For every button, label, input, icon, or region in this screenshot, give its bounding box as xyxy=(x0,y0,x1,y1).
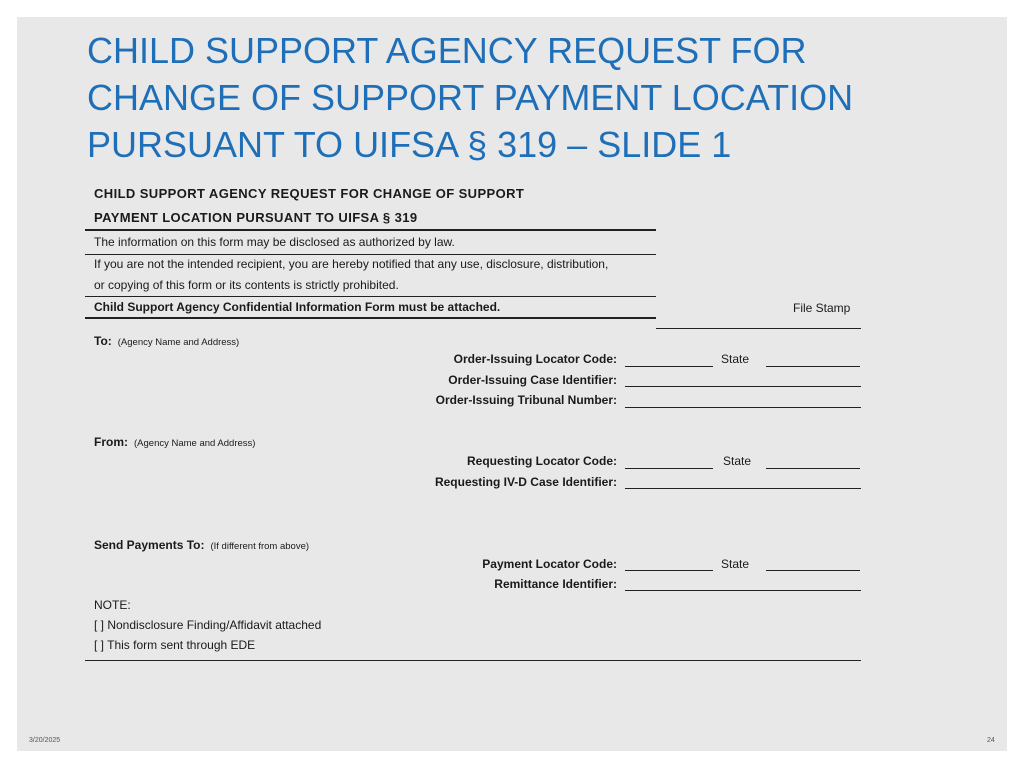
send-state-label: State xyxy=(721,557,750,571)
note-label: NOTE: xyxy=(94,598,131,612)
requesting-ivd-case-identifier-field[interactable] xyxy=(625,488,861,489)
rule-4 xyxy=(85,317,656,319)
to-hint: (Agency Name and Address) xyxy=(117,337,240,348)
requesting-ivd-case-identifier-label: Requesting IV-D Case Identifier: xyxy=(434,475,617,489)
bottom-rule xyxy=(85,660,861,661)
send-state-field[interactable] xyxy=(766,570,860,571)
form-heading-line-1: CHILD SUPPORT AGENCY REQUEST FOR CHANGE OF SUPPORT xyxy=(94,186,525,201)
file-stamp-rule xyxy=(656,328,861,329)
payment-locator-code-label: Payment Locator Code: xyxy=(482,557,617,571)
order-issuing-case-identifier-field[interactable] xyxy=(625,386,861,387)
rule-3 xyxy=(85,296,656,297)
order-issuing-locator-code-label: Order-Issuing Locator Code: xyxy=(453,352,617,366)
send-payments-hint: (If different from above) xyxy=(210,541,310,552)
slide-title-line-2: CHANGE OF SUPPORT PAYMENT LOCATION xyxy=(87,77,854,118)
slide-title-line-3: PURSUANT TO UIFSA § 319 – SLIDE 1 xyxy=(87,124,732,165)
order-issuing-case-identifier-label: Order-Issuing Case Identifier: xyxy=(448,373,617,387)
from-state-label: State xyxy=(723,454,752,468)
recipient-notice-line-2: or copying of this form or its contents is strictly prohibited. xyxy=(94,278,399,292)
form-heading-line-2: PAYMENT LOCATION PURSUANT TO UIFSA § 319 xyxy=(94,210,418,225)
from-state-field[interactable] xyxy=(766,468,860,469)
rule-2 xyxy=(85,254,656,255)
send-payments-label: Send Payments To: xyxy=(94,538,205,552)
note-item-ede: [ ] This form sent through EDE xyxy=(94,638,256,652)
order-issuing-locator-code-field[interactable] xyxy=(625,366,713,367)
remittance-identifier-field[interactable] xyxy=(625,590,861,591)
note-item-nondisclosure: [ ] Nondisclosure Finding/Affidavit attached xyxy=(94,618,322,632)
requesting-locator-code-field[interactable] xyxy=(625,468,713,469)
order-issuing-tribunal-number-field[interactable] xyxy=(625,407,861,408)
confidential-notice: Child Support Agency Confidential Information Form must be attached. xyxy=(94,300,501,314)
remittance-identifier-label: Remittance Identifier: xyxy=(494,577,617,591)
from-hint: (Agency Name and Address) xyxy=(134,438,256,449)
from-section-label xyxy=(94,433,255,451)
from-label: From: xyxy=(94,435,128,449)
slide-date: 3/20/2025 xyxy=(29,737,61,744)
to-state-field[interactable] xyxy=(766,366,860,367)
slide-title-line-1: CHILD SUPPORT AGENCY REQUEST FOR xyxy=(87,30,807,71)
disclosure-notice: The information on this form may be disclosed as authorized by law. xyxy=(94,235,455,249)
file-stamp-label: File Stamp xyxy=(793,301,851,315)
slide-number: 24 xyxy=(987,737,995,744)
heading-rule xyxy=(85,229,656,231)
form-image xyxy=(17,17,1007,751)
send-payments-section-label xyxy=(94,536,309,554)
to-section-label xyxy=(94,332,239,350)
payment-locator-code-field[interactable] xyxy=(625,570,713,571)
to-state-label: State xyxy=(721,352,750,366)
recipient-notice-line-1: If you are not the intended recipient, you are hereby notified that any use, disclosure, distribution, xyxy=(94,257,609,271)
slide xyxy=(17,17,1007,751)
order-issuing-tribunal-number-label: Order-Issuing Tribunal Number: xyxy=(435,393,617,407)
to-label: To: xyxy=(94,334,112,348)
requesting-locator-code-label: Requesting Locator Code: xyxy=(466,454,617,468)
